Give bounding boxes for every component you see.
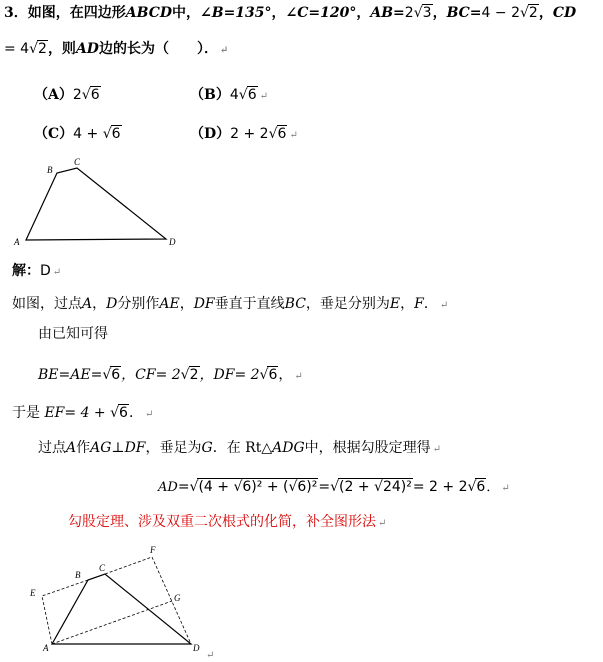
ab-value: [405, 5, 433, 21]
solution-line-1: [12, 296, 448, 312]
sqrt: √2: [29, 41, 47, 57]
bc-label: BC=: [446, 5, 482, 21]
quadrilateral-abcd: [26, 168, 166, 240]
text: ，: [278, 367, 293, 383]
ab-coef: 2: [404, 5, 414, 21]
text: ，: [400, 296, 415, 312]
cd-rad: 2: [38, 41, 47, 57]
text: 中，根据勾股定理得: [304, 440, 431, 456]
cf-label: ，CF= 2: [121, 367, 181, 383]
sqrt: √6: [110, 405, 128, 421]
vertex-label-d: D: [193, 643, 200, 653]
return-mark: ↵: [289, 130, 298, 141]
option-label: （A）: [34, 87, 73, 103]
text: E: [389, 296, 401, 312]
return-mark: ↵: [439, 300, 449, 311]
solution-line-3: [38, 366, 303, 383]
option-rad: 6: [277, 126, 287, 142]
text: 过点: [38, 440, 66, 456]
vertex-label-a: A: [43, 643, 49, 653]
solution-label: 解：: [12, 263, 40, 279]
sqrt: √6: [102, 367, 121, 383]
vertex-label-d: D: [169, 237, 176, 247]
option-rad: 6: [247, 87, 257, 103]
angle-c-condition: ∠C=120°: [285, 5, 357, 21]
cd-value: [4, 41, 48, 57]
df-label: ，DF= 2: [199, 367, 260, 383]
vertex-label-a: A: [14, 237, 20, 247]
ad-label: AD: [158, 480, 178, 495]
text: ，: [92, 296, 107, 312]
shape-name: ABCD: [125, 5, 172, 21]
solution-answer: [12, 263, 61, 279]
figure-1-quadrilateral: [0, 150, 200, 260]
option-pre: 4 +: [73, 126, 103, 142]
text: F: [414, 296, 424, 312]
text: =: [177, 479, 190, 495]
option-rad: 6: [111, 126, 121, 142]
solution-answer-value: D: [40, 263, 51, 279]
text: AG⊥DF: [90, 440, 146, 456]
sqrt: √6: [238, 87, 257, 103]
option-label: （B）: [190, 87, 230, 103]
problem-mid: 中，: [172, 5, 200, 21]
text: ，垂足分别为: [305, 296, 390, 312]
text: BC: [284, 296, 306, 312]
option-coef: 2: [72, 87, 82, 103]
end-return: [204, 646, 214, 662]
sqrt: √3: [413, 5, 432, 21]
text: ．在 Rt△: [212, 440, 273, 456]
vertex-label-e: E: [30, 588, 36, 598]
ef-label: EF= 4 +: [44, 405, 111, 421]
text: 垂直于直线: [214, 296, 285, 312]
return-mark: ↵: [52, 267, 62, 278]
df-rad: 6: [268, 367, 278, 383]
text: 作: [76, 440, 91, 456]
text: = 2 + 2: [412, 479, 468, 495]
return-mark: ↵: [378, 518, 387, 529]
cd-eq: = 4: [4, 41, 30, 57]
option-c: [34, 125, 122, 142]
sqrt: √6: [259, 367, 278, 383]
return-mark: ↵: [294, 371, 303, 382]
option-b: [190, 86, 268, 103]
problem-prefix: 如图，在四边形: [27, 5, 126, 21]
vertex-label-b: B: [75, 570, 81, 580]
be-rad: 6: [111, 367, 121, 383]
solution-line-6: [158, 478, 510, 496]
bc-value: [482, 5, 539, 21]
sqrt: √6: [268, 126, 287, 142]
vertex-label-g: G: [174, 593, 181, 603]
option-coef: 4: [229, 87, 239, 103]
option-pre: 2 + 2: [230, 126, 269, 142]
text: A: [82, 296, 93, 312]
line2-text: ，则: [47, 41, 76, 57]
option-label: （C）: [34, 126, 74, 142]
return-mark: ↵: [144, 409, 154, 420]
sqrt: √2: [180, 367, 199, 383]
return-mark: ↵: [501, 483, 510, 494]
option-d: [190, 125, 298, 142]
text: 如图，过点: [12, 296, 82, 312]
ad-label: AD: [75, 41, 99, 57]
note-text: 勾股定理、涉及双重二次根式的化简，补全图形法: [68, 514, 376, 530]
ab-label: AB=: [370, 5, 405, 21]
text: A: [66, 440, 77, 456]
sep: ，: [356, 5, 371, 21]
vertex-label-c: C: [74, 157, 81, 167]
solution-line-4: [12, 404, 153, 421]
text: D: [106, 296, 118, 312]
be-label: BE=AE=: [38, 367, 103, 383]
ef-rad: 6: [119, 405, 128, 421]
sep: ，: [271, 5, 286, 21]
problem-line-2: [4, 40, 228, 57]
text: ADG: [272, 440, 305, 456]
bc-expr: 4 − 2: [481, 5, 520, 21]
option-label: （D）: [190, 126, 231, 142]
option-a: [34, 86, 101, 103]
option-rad: 6: [90, 87, 100, 103]
solution-line-2: [38, 326, 108, 342]
sqrt: √(2 + √24)²: [330, 479, 412, 495]
text: =: [318, 479, 331, 495]
text: 分别作: [117, 296, 160, 312]
problem-line-1: [4, 4, 576, 21]
sep: ，: [538, 5, 553, 21]
return-mark: ↵: [259, 91, 268, 102]
text: ，: [179, 296, 194, 312]
text: G: [201, 440, 213, 456]
figure-2-construction: [0, 540, 230, 661]
dashed-ae: [42, 580, 88, 644]
vertex-label-b: B: [47, 165, 53, 175]
text: ．: [423, 296, 438, 312]
vertex-label-f: F: [150, 545, 156, 555]
text: 由已知可得: [38, 326, 108, 342]
sep: ，: [432, 5, 447, 21]
solution-line-5: [38, 440, 441, 456]
solution-note: [68, 514, 386, 530]
sqrt: √(4 + √6)² + (√6)²: [189, 479, 318, 495]
ab-rad: 3: [422, 5, 432, 21]
text: ．: [486, 480, 500, 495]
quadrilateral-abcd: [52, 574, 191, 644]
problem-number: 3．: [4, 5, 28, 21]
text: AE: [159, 296, 180, 312]
vertex-label-c: C: [99, 563, 106, 573]
return-mark: ↵: [206, 650, 215, 661]
cd-label: CD: [552, 5, 577, 21]
angle-b-condition: ∠B=135°: [200, 5, 272, 21]
ad-rad-3: 6: [476, 479, 486, 495]
return-mark: ↵: [432, 444, 442, 455]
text: ．: [128, 405, 143, 421]
sqrt: √6: [467, 479, 486, 495]
sqrt: √2: [519, 5, 538, 21]
text: 于是: [12, 405, 40, 421]
text: DF: [193, 296, 215, 312]
return-mark: ↵: [219, 45, 229, 56]
cf-rad: 2: [189, 367, 199, 383]
sqrt: √6: [81, 87, 100, 103]
bc-rad: 2: [528, 5, 538, 21]
text: ，垂足为: [145, 440, 202, 456]
ad-rad-2: (2 + √24)²: [339, 479, 412, 495]
sqrt: √6: [102, 126, 121, 142]
dashed-ag: [52, 601, 172, 644]
ad-rad-1: (4 + √6)² + (√6)²: [198, 479, 318, 495]
line2-tail: 边的长为（ ）．: [98, 41, 218, 57]
